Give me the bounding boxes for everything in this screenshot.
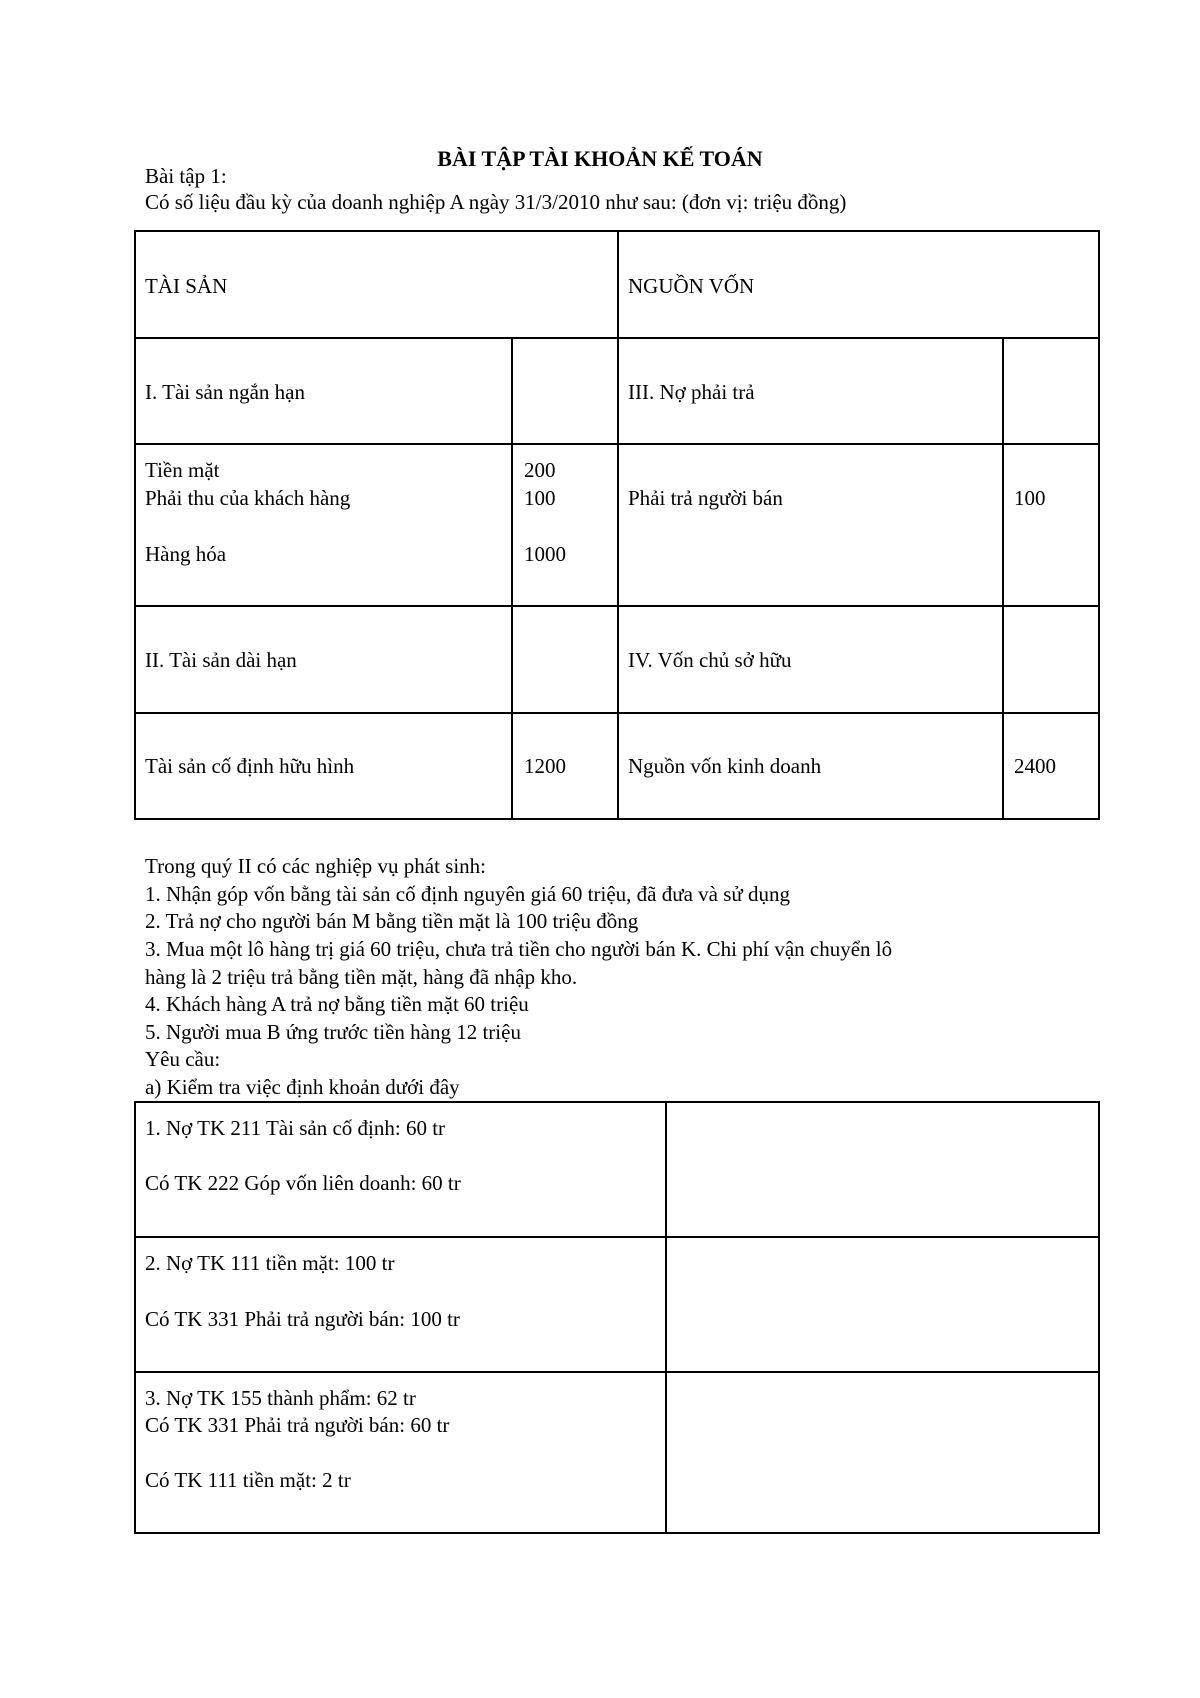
answer-cell[interactable]: [667, 1103, 1098, 1236]
table-border: [134, 1532, 1100, 1534]
transactions-intro: Trong quý II có các nghiệp vụ phát sinh:: [145, 854, 487, 878]
goods-value: 1000: [524, 542, 566, 566]
answer-cell[interactable]: [667, 1238, 1098, 1371]
exercise-description: Có số liệu đầu kỳ của doanh nghiệp A ngày 31/3/2010 như sau: (đơn vị: triệu đồng): [145, 190, 847, 214]
transaction-item: 1. Nhận góp vốn bằng tài sản cố định nguyên giá 60 triệu, đã đưa và sử dụng: [145, 882, 791, 906]
entry-debit: 1. Nợ TK 211 Tài sản cố định: 60 tr: [145, 1116, 446, 1140]
transaction-item: 2. Trả nợ cho người bán M bằng tiền mặt là 100 triệu đồng: [145, 909, 639, 933]
table-border: [1002, 337, 1004, 820]
fixed-assets-value: 1200: [524, 754, 566, 778]
receivables-value: 100: [524, 486, 556, 510]
short-term-assets-label: I. Tài sản ngắn hạn: [145, 380, 305, 404]
table-border: [134, 1101, 136, 1534]
transaction-item: hàng là 2 triệu trả bằng tiền mặt, hàng đã nhập kho.: [145, 965, 578, 989]
long-term-assets-label: II. Tài sản dài hạn: [145, 648, 297, 672]
entry-credit: Có TK 111 tiền mặt: 2 tr: [145, 1468, 351, 1492]
table-border: [511, 337, 513, 820]
capital-label: Nguồn vốn kinh doanh: [628, 754, 822, 778]
transaction-item: 5. Người mua B ứng trước tiền hàng 12 triệu: [145, 1020, 521, 1044]
table-border: [1098, 1101, 1100, 1534]
capital-value: 2400: [1014, 754, 1056, 778]
equity-label: IV. Vốn chủ sở hữu: [628, 648, 792, 672]
payables-label: Phải trả người bán: [628, 486, 783, 510]
entry-credit: Có TK 331 Phải trả người bán: 60 tr: [145, 1413, 450, 1437]
transaction-item: 3. Mua một lô hàng trị giá 60 triệu, chưa trả tiền cho người bán K. Chi phí vận chuyển lô: [145, 937, 893, 961]
entry-debit: 2. Nợ TK 111 tiền mặt: 100 tr: [145, 1251, 395, 1275]
document-title: BÀI TẬP TÀI KHOẢN KẾ TOÁN: [437, 146, 763, 171]
receivables-label: Phải thu của khách hàng: [145, 486, 351, 510]
liabilities-label: III. Nợ phải trả: [628, 380, 755, 404]
transaction-item: 4. Khách hàng A trả nợ bằng tiền mặt 60 triệu: [145, 992, 529, 1016]
cash-value: 200: [524, 458, 556, 482]
goods-label: Hàng hóa: [145, 542, 227, 566]
sources-header: NGUỒN VỐN: [628, 274, 755, 298]
answer-cell[interactable]: [667, 1373, 1098, 1532]
table-border: [617, 230, 619, 820]
exercise-label: Bài tập 1:: [145, 164, 227, 188]
assets-header: TÀI SẢN: [145, 274, 228, 298]
cash-label: Tiền mặt: [145, 458, 220, 482]
entry-debit: 3. Nợ TK 155 thành phẩm: 62 tr: [145, 1386, 416, 1410]
payables-value: 100: [1014, 486, 1046, 510]
entry-credit: Có TK 331 Phải trả người bán: 100 tr: [145, 1307, 460, 1331]
requirement-label: Yêu cầu:: [145, 1047, 221, 1071]
table-border: [1098, 230, 1100, 820]
table-border: [134, 230, 136, 820]
task-a-label: a) Kiểm tra việc định khoản dưới đây: [145, 1075, 460, 1099]
fixed-assets-label: Tài sản cố định hữu hình: [145, 754, 355, 778]
entry-credit: Có TK 222 Góp vốn liên doanh: 60 tr: [145, 1171, 461, 1195]
